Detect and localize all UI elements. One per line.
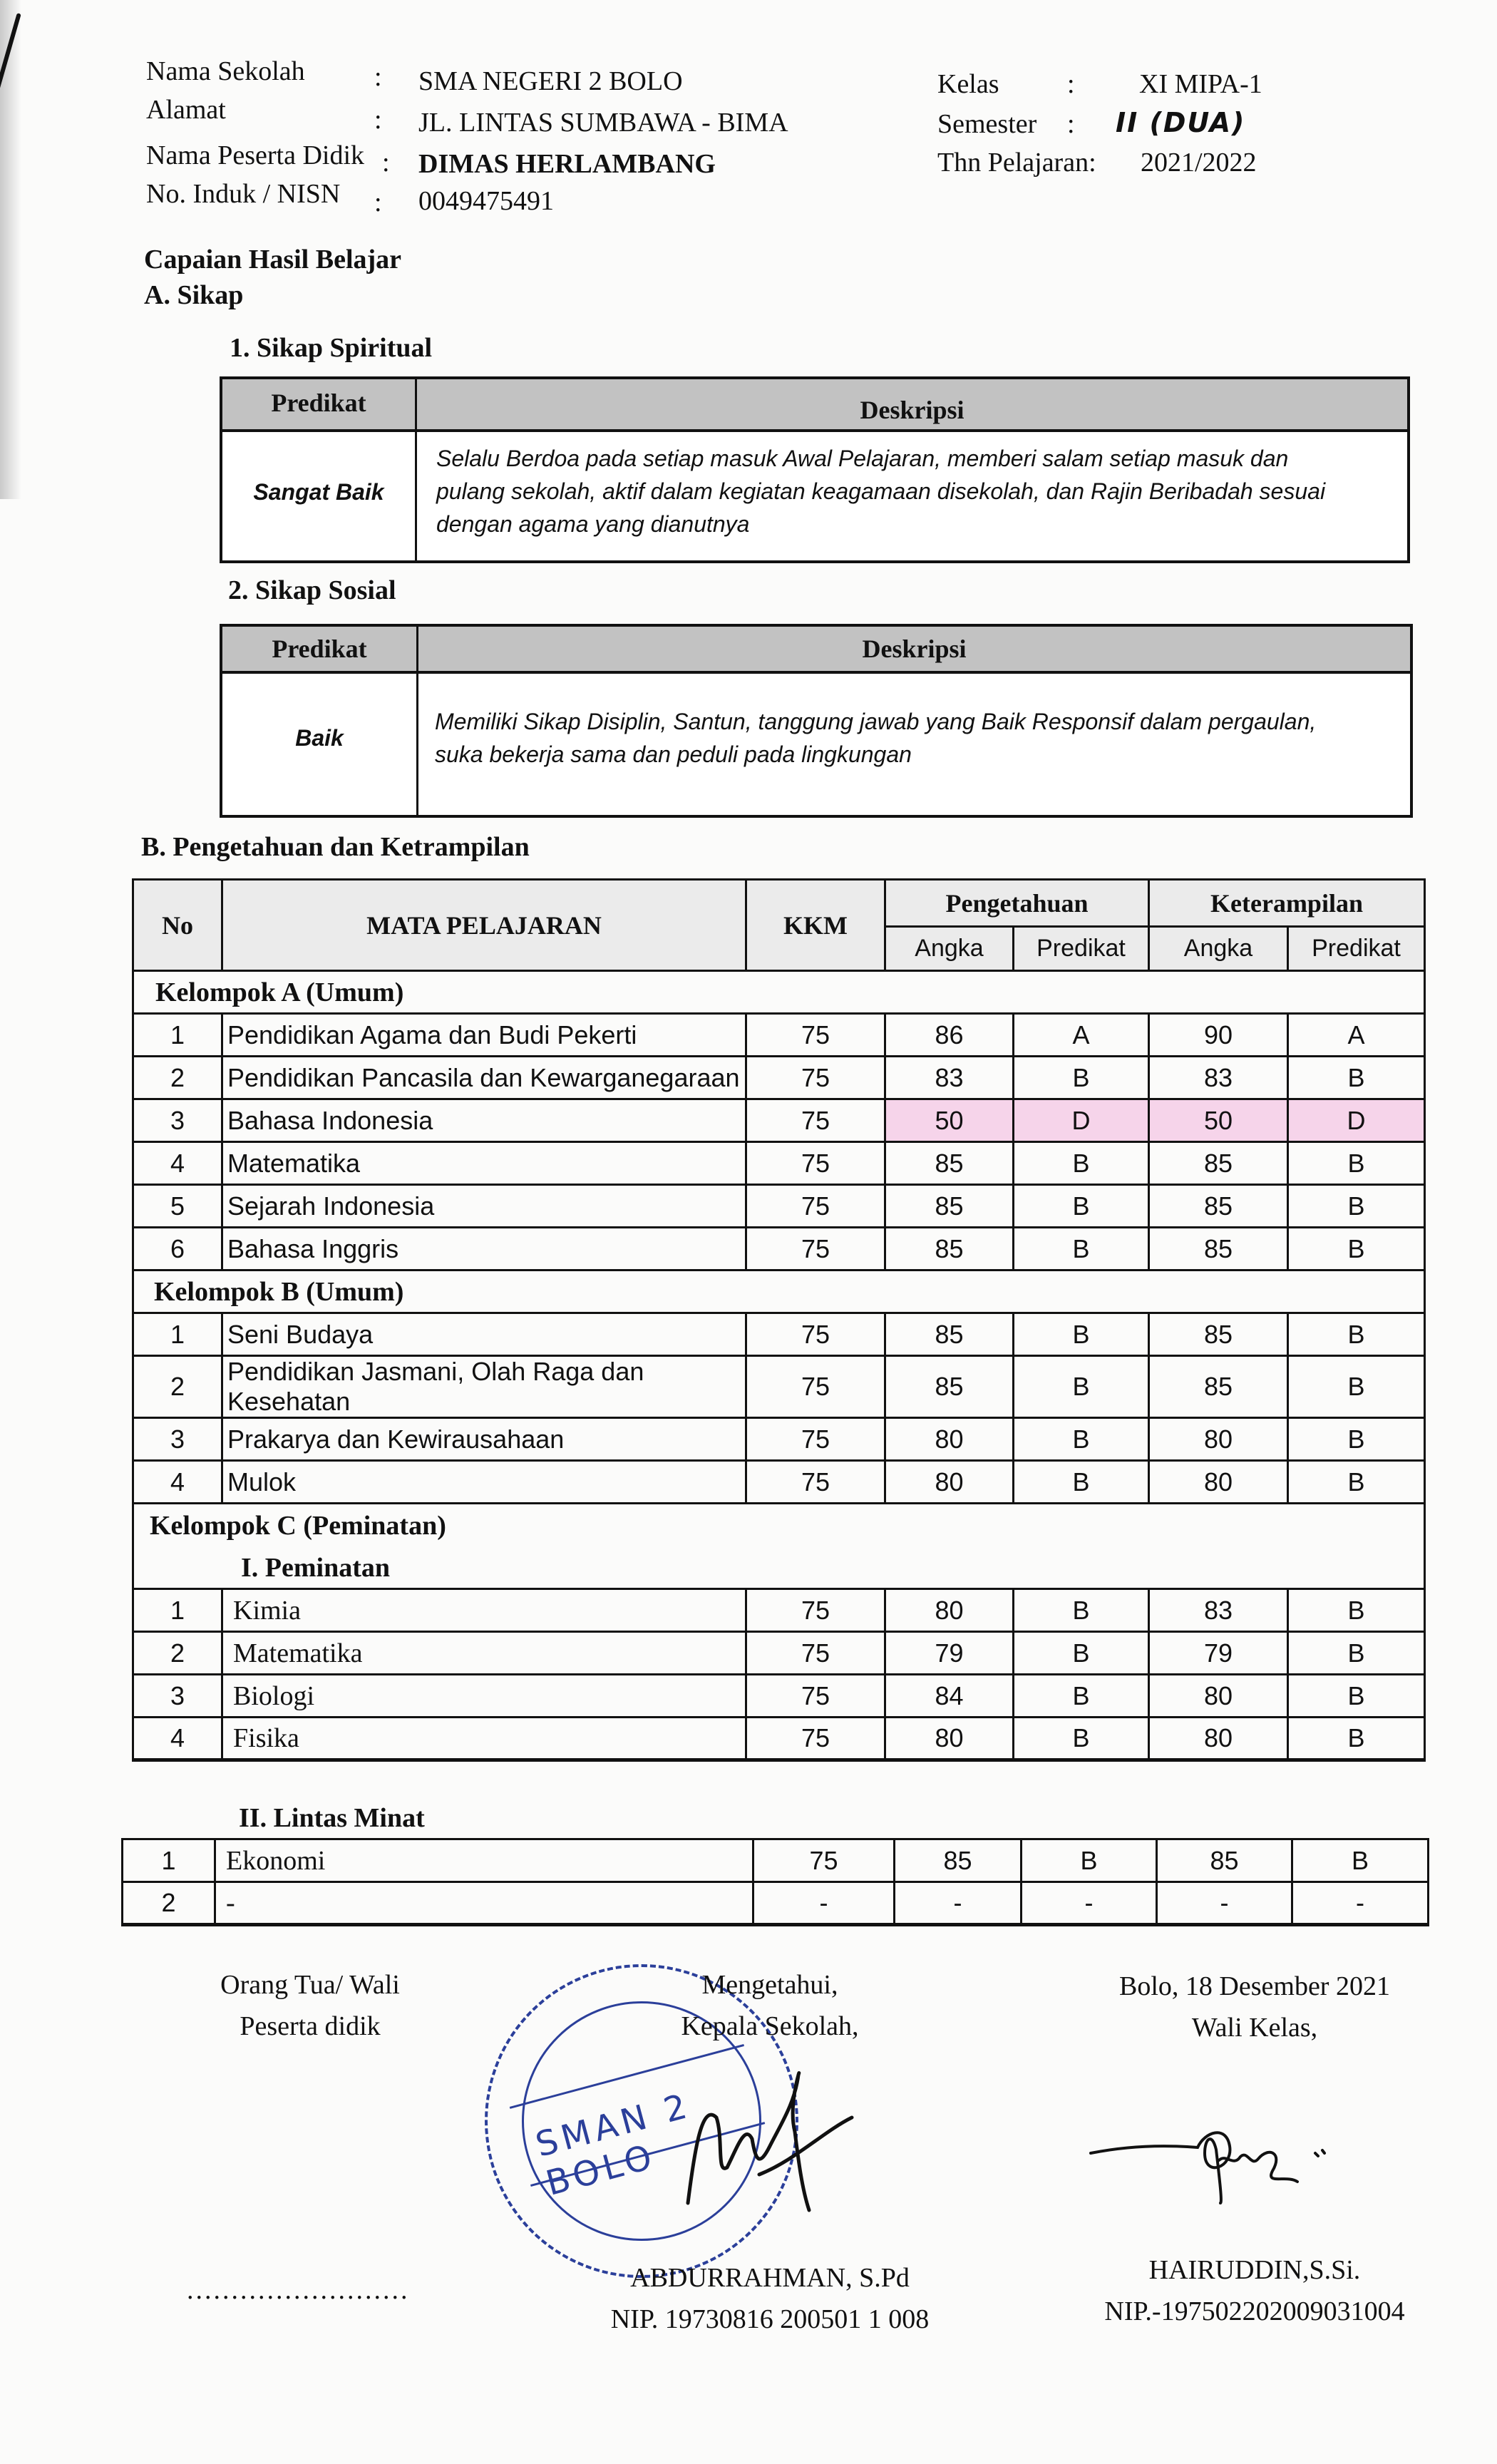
cell-subject: Bahasa Inggris [222, 1228, 746, 1270]
sep: : [1067, 109, 1075, 139]
table-row [133, 1461, 1425, 1504]
cell-subject: Matematika [222, 1142, 746, 1185]
cell-k-predikat: B [1288, 1589, 1425, 1632]
cell-k-angka: 85 [1149, 1142, 1288, 1185]
principal-subtitle: Kepala Sekolah, [681, 2011, 859, 2041]
principal-name-block [556, 2257, 984, 2340]
value-nama-peserta-didik: DIMAS HERLAMBANG [418, 149, 716, 179]
cell-kkm: 75 [746, 1099, 885, 1142]
subgroup-peminatan: I. Peminatan [133, 1548, 1425, 1589]
cell-p-angka: 80 [885, 1461, 1014, 1504]
cell-k-angka: 85 [1149, 1356, 1288, 1418]
cell-k-angka: - [1157, 1882, 1292, 1925]
cell-k-angka: 85 [1149, 1185, 1288, 1228]
cell-kkm: 75 [746, 1228, 885, 1270]
cell-p-angka: 84 [885, 1675, 1014, 1718]
cell-no: 1 [133, 1014, 222, 1057]
table-row [123, 1882, 1429, 1925]
cell-k-predikat-highlight: D [1288, 1099, 1425, 1142]
cell-k-predikat: - [1292, 1882, 1429, 1925]
cell-kkm: 75 [746, 1675, 885, 1718]
cell-kkm: 75 [753, 1839, 895, 1882]
cell-p-angka: 86 [885, 1014, 1014, 1057]
group-kelompok-c: Kelompok C (Peminatan) [133, 1504, 1425, 1548]
principal-signature-block [585, 1964, 955, 2047]
sep: : [374, 188, 382, 217]
sikap-spiritual-table [220, 376, 1410, 563]
cell-p-predikat: A [1014, 1014, 1149, 1057]
cell-no: 5 [133, 1185, 222, 1228]
cell-p-angka: 80 [885, 1718, 1014, 1760]
cell-p-angka: 85 [885, 1313, 1014, 1356]
cell-p-predikat: B [1014, 1589, 1149, 1632]
table-row-below-kkm [133, 1099, 1425, 1142]
cell-k-angka: 80 [1149, 1418, 1288, 1461]
cell-subject: Sejarah Indonesia [222, 1185, 746, 1228]
table-row [133, 1418, 1425, 1461]
cell-no: 1 [123, 1839, 215, 1882]
subgroup-lintas-minat: II. Lintas Minat [239, 1803, 425, 1833]
group-kelompok-a: Kelompok A (Umum) [133, 971, 1425, 1014]
cell-p-predikat: B [1014, 1185, 1149, 1228]
table-row [133, 1185, 1425, 1228]
cell-p-predikat: B [1014, 1057, 1149, 1099]
group-kelompok-b: Kelompok B (Umum) [133, 1270, 1425, 1313]
homeroom-nip: NIP.-197502202009031004 [1104, 2296, 1405, 2326]
cell-kkm: 75 [746, 1185, 885, 1228]
cell-k-predikat: B [1288, 1142, 1425, 1185]
table-row [133, 1014, 1425, 1057]
cell-p-angka: 79 [885, 1632, 1014, 1675]
cell-k-angka: 80 [1149, 1461, 1288, 1504]
cell-k-angka: 85 [1149, 1313, 1288, 1356]
cell-p-predikat: B [1014, 1418, 1149, 1461]
table-row [133, 1589, 1425, 1632]
grades-table [132, 878, 1424, 1762]
cell-p-predikat: B [1014, 1632, 1149, 1675]
principal-signature-scribble [674, 2060, 859, 2232]
header-predikat: Predikat [272, 635, 367, 663]
value-tahun-pelajaran: 2021/2022 [1141, 148, 1257, 178]
table-row [133, 1142, 1425, 1185]
cell-subject: - [215, 1882, 753, 1925]
deskripsi-line: suka bekerja sama dan peduli pada lingkungan [435, 741, 912, 767]
table-row [133, 1675, 1425, 1718]
cell-k-angka: 80 [1149, 1718, 1288, 1760]
cell-p-predikat: B [1014, 1718, 1149, 1760]
deskripsi-line: dengan agama yang dianutnya [436, 511, 750, 537]
cell-k-predikat: B [1288, 1313, 1425, 1356]
cell-p-angka: 80 [885, 1418, 1014, 1461]
cell-p-predikat-highlight: D [1014, 1099, 1149, 1142]
cell-kkm: 75 [746, 1632, 885, 1675]
cell-k-predikat: B [1288, 1418, 1425, 1461]
cell-kkm: 75 [746, 1313, 885, 1356]
cell-p-angka: 85 [885, 1228, 1014, 1270]
cell-k-predikat: B [1288, 1675, 1425, 1718]
cell-subject: Mulok [222, 1461, 746, 1504]
cell-p-predikat: B [1014, 1675, 1149, 1718]
cell-p-predikat: B [1022, 1839, 1157, 1882]
cell-p-angka: 85 [885, 1356, 1014, 1418]
cell-no: 6 [133, 1228, 222, 1270]
cell-subject: Kimia [222, 1589, 746, 1632]
label-nisn: No. Induk / NISN [146, 179, 341, 209]
parent-signature-block [175, 1964, 446, 2047]
principal-title: Mengetahui, [701, 1970, 838, 2000]
cell-k-angka: 85 [1149, 1228, 1288, 1270]
lintas-minat-table [121, 1838, 1427, 1926]
cell-no: 3 [133, 1418, 222, 1461]
cell-k-predikat: B [1288, 1228, 1425, 1270]
cell-no: 1 [133, 1313, 222, 1356]
sikap-sosial-table [220, 624, 1413, 818]
header-keterampilan: Keterampilan [1149, 880, 1425, 927]
sep: : [382, 148, 390, 178]
cell-no: 4 [133, 1142, 222, 1185]
homeroom-signature-block [1091, 1966, 1419, 2048]
cell-no: 2 [123, 1882, 215, 1925]
header-predikat: Predikat [271, 389, 366, 417]
heading-capaian: Capaian Hasil Belajar [144, 245, 402, 274]
table-row [133, 1057, 1425, 1099]
cell-k-predikat: B [1292, 1839, 1429, 1882]
cell-kkm: 75 [746, 1589, 885, 1632]
cell-kkm: 75 [746, 1014, 885, 1057]
header-no: No [133, 880, 222, 971]
place-date: Bolo, 18 Desember 2021 [1119, 1971, 1390, 2001]
sep: : [374, 62, 382, 92]
table-row [133, 1228, 1425, 1270]
parent-subtitle: Peserta didik [240, 2011, 381, 2041]
label-tahun-pelajaran: Thn Pelajaran: [937, 148, 1096, 178]
cell-no: 3 [133, 1099, 222, 1142]
predikat-value: Sangat Baik [253, 479, 384, 505]
header-pengetahuan-predikat: Predikat [1014, 927, 1149, 971]
cell-subject: Bahasa Indonesia [222, 1099, 746, 1142]
cell-no: 2 [133, 1057, 222, 1099]
cell-k-predikat: A [1288, 1014, 1425, 1057]
cell-k-angka: 83 [1149, 1589, 1288, 1632]
label-kelas: Kelas [937, 69, 999, 99]
cell-p-predikat: - [1022, 1882, 1157, 1925]
cell-p-predikat: B [1014, 1313, 1149, 1356]
deskripsi-line: Selalu Berdoa pada setiap masuk Awal Pelajaran, memberi salam setiap masuk dan [436, 446, 1289, 471]
cell-p-angka-highlight: 50 [885, 1099, 1014, 1142]
heading-sikap: A. Sikap [144, 280, 244, 310]
header-kkm: KKM [746, 880, 885, 971]
deskripsi-text [436, 442, 1325, 540]
heading-sikap-spiritual: 1. Sikap Spiritual [230, 333, 433, 363]
table-row [133, 1356, 1425, 1418]
cell-p-predikat: B [1014, 1228, 1149, 1270]
table-row [123, 1839, 1429, 1882]
header-deskripsi: Deskripsi [860, 396, 964, 424]
cell-kkm: 75 [746, 1461, 885, 1504]
deskripsi-line: Memiliki Sikap Disiplin, Santun, tanggung jawab yang Baik Responsif dalam pergaulan, [435, 709, 1317, 734]
header-pengetahuan: Pengetahuan [885, 880, 1149, 927]
value-nisn: 0049475491 [418, 186, 554, 216]
cell-k-angka: 85 [1157, 1839, 1292, 1882]
sep: : [1067, 69, 1075, 99]
cell-p-angka: 85 [885, 1185, 1014, 1228]
cell-subject: Fisika [222, 1718, 746, 1760]
cell-subject: Seni Budaya [222, 1313, 746, 1356]
cell-subject: Pendidikan Agama dan Budi Pekerti [222, 1014, 746, 1057]
cell-kkm: 75 [746, 1356, 885, 1418]
table-row [133, 1632, 1425, 1675]
cell-k-predikat: B [1288, 1057, 1425, 1099]
cell-p-angka: 80 [885, 1589, 1014, 1632]
cell-k-predikat: B [1288, 1356, 1425, 1418]
cell-no: 4 [133, 1461, 222, 1504]
heading-pengetahuan: B. Pengetahuan dan Ketrampilan [141, 832, 530, 862]
cell-k-angka: 79 [1149, 1632, 1288, 1675]
cell-no: 4 [133, 1718, 222, 1760]
cell-kkm: 75 [746, 1418, 885, 1461]
cell-subject: Ekonomi [215, 1839, 753, 1882]
cell-subject: Matematika [222, 1632, 746, 1675]
cell-k-predikat: B [1288, 1632, 1425, 1675]
deskripsi-line: pulang sekolah, aktif dalam kegiatan keagamaan disekolah, dan Rajin Beribadah sesuai [436, 478, 1326, 504]
header-keterampilan-angka: Angka [1149, 927, 1288, 971]
homeroom-title: Wali Kelas, [1191, 2013, 1318, 2043]
homeroom-name: HAIRUDDIN,S.Si. [1148, 2255, 1361, 2285]
header-pengetahuan-angka: Angka [885, 927, 1014, 971]
parent-signature-line: ......................... [187, 2275, 410, 2305]
homeroom-signature-scribble [1084, 2125, 1411, 2217]
sep: : [374, 105, 382, 135]
label-alamat: Alamat [146, 95, 226, 125]
cell-k-angka: 80 [1149, 1675, 1288, 1718]
cell-kkm: 75 [746, 1718, 885, 1760]
cell-k-predikat: B [1288, 1461, 1425, 1504]
cell-no: 3 [133, 1675, 222, 1718]
header-deskripsi: Deskripsi [862, 635, 967, 663]
cell-kkm: - [753, 1882, 895, 1925]
cell-subject: Biologi [222, 1675, 746, 1718]
deskripsi-text [435, 705, 1316, 771]
cell-p-predikat: B [1014, 1356, 1149, 1418]
homeroom-name-block [1055, 2249, 1454, 2332]
cell-no: 2 [133, 1632, 222, 1675]
stamp-center-text: SMAN 2 BOLO [531, 2085, 696, 2204]
cell-p-angka: 85 [895, 1839, 1022, 1882]
parent-title: Orang Tua/ Wali [220, 1970, 400, 2000]
cell-no: 2 [133, 1356, 222, 1418]
principal-name: ABDURRAHMAN, S.Pd [630, 2263, 910, 2293]
label-nama-sekolah: Nama Sekolah [146, 56, 305, 86]
label-semester: Semester [937, 109, 1037, 139]
value-alamat: JL. LINTAS SUMBAWA - BIMA [418, 108, 788, 138]
cell-no: 1 [133, 1589, 222, 1632]
header-keterampilan-predikat: Predikat [1288, 927, 1425, 971]
predikat-value: Baik [295, 725, 344, 751]
value-kelas: XI MIPA-1 [1139, 69, 1262, 99]
cell-k-predikat: B [1288, 1185, 1425, 1228]
cell-kkm: 75 [746, 1057, 885, 1099]
cell-k-predikat: B [1288, 1718, 1425, 1760]
table-row [133, 1718, 1425, 1760]
cell-p-angka: 83 [885, 1057, 1014, 1099]
cell-k-angka: 90 [1149, 1014, 1288, 1057]
cell-subject: Pendidikan Jasmani, Olah Raga dan Kesehatan [222, 1356, 746, 1418]
header-mata-pelajaran: MATA PELAJARAN [222, 880, 746, 971]
cell-kkm: 75 [746, 1142, 885, 1185]
heading-sikap-sosial: 2. Sikap Sosial [228, 575, 396, 605]
cell-k-angka-highlight: 50 [1149, 1099, 1288, 1142]
cell-subject: Pendidikan Pancasila dan Kewarganegaraan [222, 1057, 746, 1099]
label-nama-peserta-didik: Nama Peserta Didik [146, 140, 365, 170]
cell-k-angka: 83 [1149, 1057, 1288, 1099]
cell-p-predikat: B [1014, 1142, 1149, 1185]
value-semester-handwritten: II (DUA) [1116, 107, 1246, 138]
principal-nip: NIP. 19730816 200501 1 008 [610, 2304, 930, 2334]
table-row [133, 1313, 1425, 1356]
value-nama-sekolah: SMA NEGERI 2 BOLO [418, 66, 683, 96]
cell-subject: Prakarya dan Kewirausahaan [222, 1418, 746, 1461]
cell-p-predikat: B [1014, 1461, 1149, 1504]
cell-p-angka: 85 [885, 1142, 1014, 1185]
cell-p-angka: - [895, 1882, 1022, 1925]
